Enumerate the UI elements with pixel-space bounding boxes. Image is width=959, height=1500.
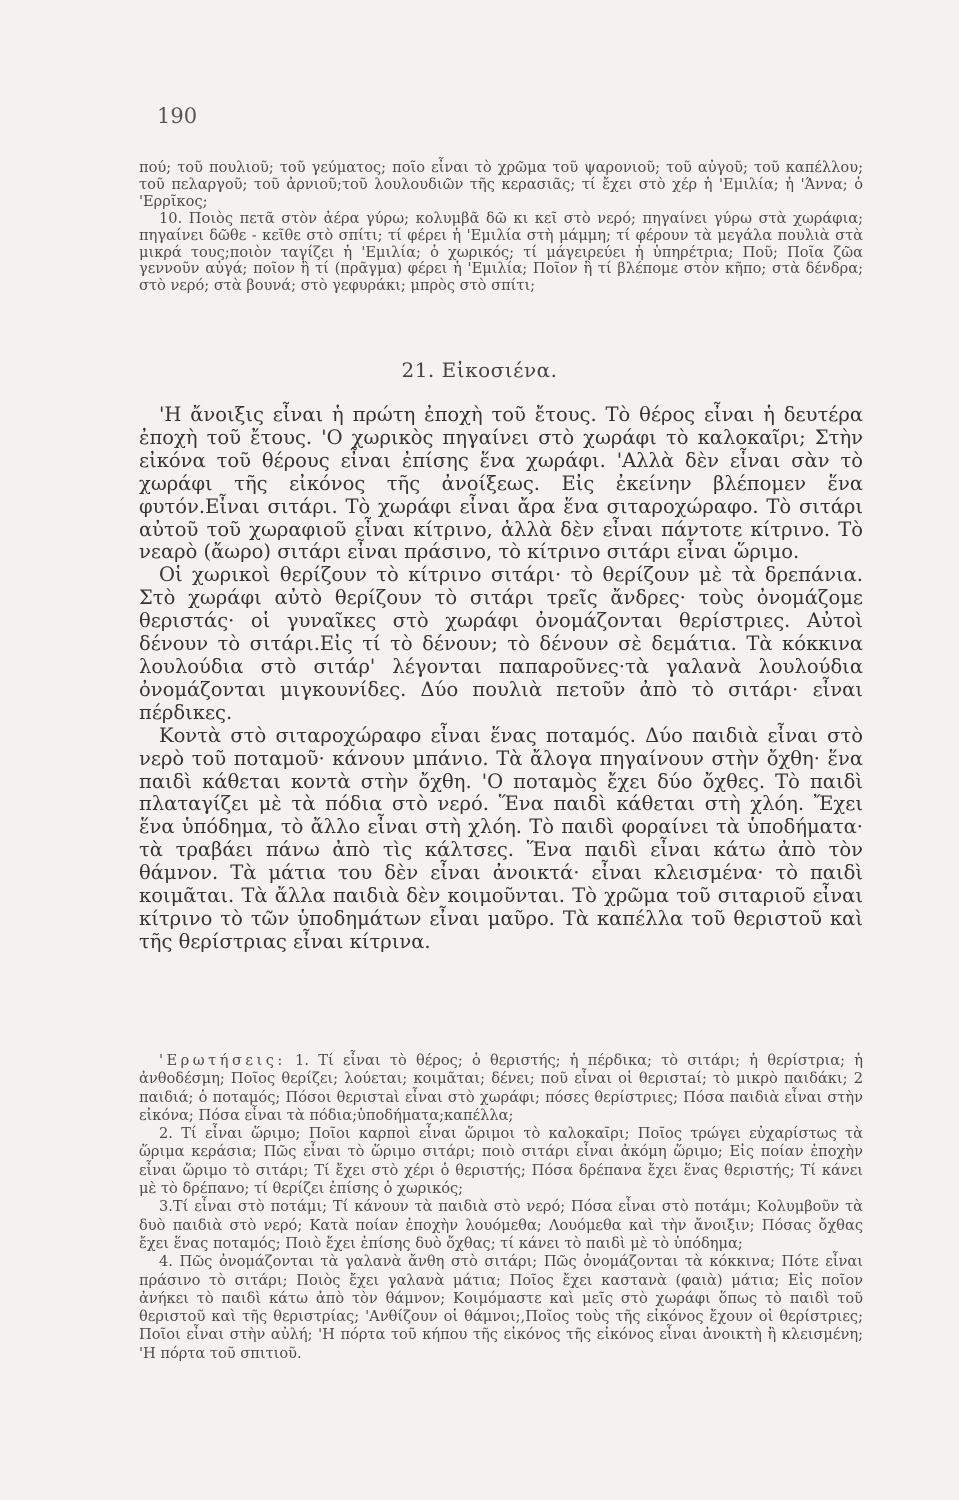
question-3: 3.Τί εἶναι στὸ ποτάμι; Τί κάνουν τὰ παιδιὰ στὸ νερό; Πόσα εἶναι στὸ ποτάμι; Κολυμβοῦν τὰ δυὸ παιδιὰ στὸ νερό; Κατὰ ποίαν ἐποχὴν λουόμεθα; Λουόμεθα καὶ τὴν ἄνοιξιν; Πόσας ὄχθας ἔχει ἕνας ποταμός; Ποιὸ ἔχει ἐπίσης δυὸ ὄχθας; τί κάνει τὸ παιδὶ μὲ τὸ ὑπόδημα; [139,1198,863,1252]
questions-section [139,1052,863,1363]
page-number: 190 [157,104,198,128]
exercise-continuation: πού; τοῦ πουλιοῦ; τοῦ γεύματος; ποῖο εἶναι τὸ χρῶμα τοῦ ψαρονιοῦ; τοῦ αὐγοῦ; τοῦ καπέλλου; τοῦ πελαργοῦ; τοῦ ἀρνιοῦ;τοῦ λουλουδιῶν τῆς κερασιᾶς; τί ἔχει στὸ χέρ ἡ 'Εμιλία; ἡ 'Άννα; ὁ 'Ερρῖκος; [139,159,863,210]
paragraph: 'Η ἄνοιξις εἶναι ἡ πρώτη ἐποχὴ τοῦ ἔτους. Τὸ θέρος εἶναι ἡ δευτέρα ἐποχὴ τοῦ ἔτους. 'Ο χωρικὸς πηγαίνει στὸ χωράφι τὸ καλοκαῖρι; Στὴν εἰκόνα τοῦ θέρους εἶναι ἐπίσης ἕνα χωράφι. 'Αλλὰ δὲν εἶναι σὰν τὸ χωράφι τῆς εἰκόνος τῆς ἀνοίξεως. Εἰς ἐκείνην βλέπομεν ἕνα φυτόν.Εἶναι σιτάρι. Τὸ χωράφι εἶναι ἄρα ἕνα σιταροχώραφο. Τὸ σιτάρι αὐτοῦ τοῦ χωραφιοῦ εἶναι κίτρινο, ἀλλὰ δὲν εἶναι πάντοτε κίτρινο. Τὸ νεαρὸ (ἄωρο) σιτάρι εἶναι πράσινο, τὸ κίτρινο σιτάρι εἶναι ὥριμο. [139,403,863,564]
paragraph: Κοντὰ στὸ σιταροχώραφο εἶναι ἕνας ποταμός. Δύο παιδιὰ εἶναι στὸ νερὸ τοῦ ποταμοῦ· κάνουν μπάνιο. Τὰ ἄλογα πηγαίνουν στὴν ὄχθη· ἕνα παιδὶ κάθεται κοντὰ στὴν ὄχθη. 'Ο ποταμὸς ἔχει δύο ὄχθες. Τὸ παιδὶ πλαταγίζει μὲ τὰ πόδια στὸ νερό. Ἕνα παιδὶ κάθεται στὴ χλόη. Ἔχει ἕνα ὑπόδημα, τὸ ἄλλο εἶναι στὴ χλόη. Τὸ παιδὶ φοραίνει τὰ ὑποδήματα· τὰ τραβάει πάνω ἀπὸ τὶς κάλτσες. Ἕνα παιδὶ εἶναι κάτω ἀπὸ τὸν θάμνον. Τὰ μάτια του δὲν εἶναι ἀνοικτά· εἶναι κλεισμένα· τὸ παιδὶ κοιμᾶται. Τὰ ἄλλα παιδιὰ δὲν κοιμοῦνται. Τὸ χρῶμα τοῦ σιταριοῦ εἶναι κίτρινο τὸ τῶν ὑποδημάτων εἶναι μαῦρο. Τὰ καπέλλα τοῦ θεριστοῦ καὶ τῆς θερίστριας εἶναι κίτρινα. [139,723,863,953]
question-4: 4. Πῶς ὀνομάζονται τὰ γαλανὰ ἄνθη στὸ σιτάρι; Πῶς ὀνομάζονται τὰ κόκκινα; Πότε εἶναι πράσινο τὸ σιτάρι; Ποιὸς ἔχει γαλανὰ μάτια; Ποῖος ἔχει καστανὰ (φαιὰ) μάτια; Εἰς ποῖον ἀνήκει τὸ παιδὶ κάτω ἀπὸ τὸν θάμνον; Κοιμόμαστε καὶ μεῖς στὸ χωράφι ὅπως τὸ παιδὶ τοῦ θεριστοῦ καὶ τῆς θεριστρίας; 'Ανθίζουν οἱ θάμνοι;,Ποῖος τοὺς τῆς εἰκόνος ἔχουν οἱ θερίστριες; Ποῖοι εἶναι στὴν αὐλή; 'Η πόρτα τοῦ κήπου τῆς εἰκόνος τῆς εἰκόνος εἶναι ἀνοικτὴ ἢ κλεισμένη; 'Η πόρτα τοῦ σπιτιοῦ. [139,1253,863,1362]
lesson-body [139,404,863,954]
question-1 [139,1052,863,1125]
previous-exercises [139,160,863,295]
question-text: 1. Τί εἶναι τὸ θέρος; ὁ θεριστής; ἡ πέρδικα; τὸ σιτάρι; ἡ θερίστρια; ἡ ἀνθοδέσμη; Ποῖος θερίζει; λούεται; κοιμᾶται; δένει; ποῦ εἶναι οἱ θεριστaί; τὸ μικρὸ παιδάκι; 2 παιδιά; ὁ ποταμός; Πόσοι θεριστaὶ εἶναι στὸ χωράφι; πόσες θερίστριες; Πόσα παιδιὰ εἶναι στὴν εἰκόνα; Πόσα εἶναι τὰ πόδια;ὑποδήματα;καπέλλα; [139,1052,864,1124]
question-2: 2. Τί εἶναι ὥριμο; Ποῖοι καρποὶ εἶναι ὥριμοι τὸ καλοκαῖρι; Ποῖος τρώγει εὐχαρίστως τὰ ὥριμα κεράσια; Πῶς εἶναι τὸ ὥριμο σιτάρι; ποιὸ σιτάρι εἶναι ἀκόμη ὥριμο; Εἰς ποίαν ἐποχὴν εἶναι ὥριμο τὸ σιτάρι; Τί ἔχει στὸ χέρι ὁ θεριστής; Πόσα δρέπανα ἔχει ἕνας θεριστής; Τί κάνει μὲ τὸ δρέπανο; τί θερίζει ἐπίσης ὁ χωρικός; [139,1125,863,1198]
paragraph: Οἱ χωρικοὶ θερίζουν τὸ κίτρινο σιτάρι· τὸ θερίζουν μὲ τὰ δρεπάνια. Στὸ χωράφι αὐτὸ θερίζουν τὸ σιτάρι τρεῖς ἄνδρες· τοὺς ὀνομάζομε θεριστάς· οἱ γυναῖκες στὸ χωράφι ὀνομάζονται θερίστριες. Αὐτοὶ δένουν τὸ σιτάρι.Εἰς τί τὸ δένουν; τὸ δένουν σὲ δεμάτια. Τὰ κόκκινα λουλούδια στὸ σιτάρ' λέγονται παπαροῦνες·τὰ γαλανὰ λουλούδια ὀνομάζονται μιγκουνίδες. Δύο πουλιὰ πετοῦν ἀπὸ τὸ σιτάρι· εἶναι πέρδικες. [139,563,863,724]
questions-label: 'Ερωτήσεις: [159,1052,286,1069]
lesson-heading: 21. Εἰκοσιένα. [401,358,558,382]
exercise-10: 10. Ποιὸς πετᾶ στὸν ἀέρα γύρω; κολυμβᾶ δῶ κι κεῖ στὸ νερό; πηγαίνει γύρω στὰ χωράφια; πηγαίνει δῶθε - κεῖθε στὸ σπίτι; τί φέρει ἡ 'Εμιλία στὴ μάμμη; τί φέρουν τὰ μεγάλα πουλιὰ στὰ μικρά τους;ποιὸν ταγίζει ἡ 'Εμιλία; ὁ χωρικός; τί μάγειρεύει ἡ ὑπηρέτρια; Ποῦ; Ποῖα ζῶα γεννοῦν αὐγά; ποῖον ἢ τί (πρᾶγμα) φέρει ἡ 'Εμιλία; Ποῖον ἢ τί βλέπομε στὸν κῆπο; στὰ δένδρα; στὸ νερό; στὰ βουνά; στὸ γεφυράκι; μπρὸς στὸ σπίτι; [139,209,863,295]
